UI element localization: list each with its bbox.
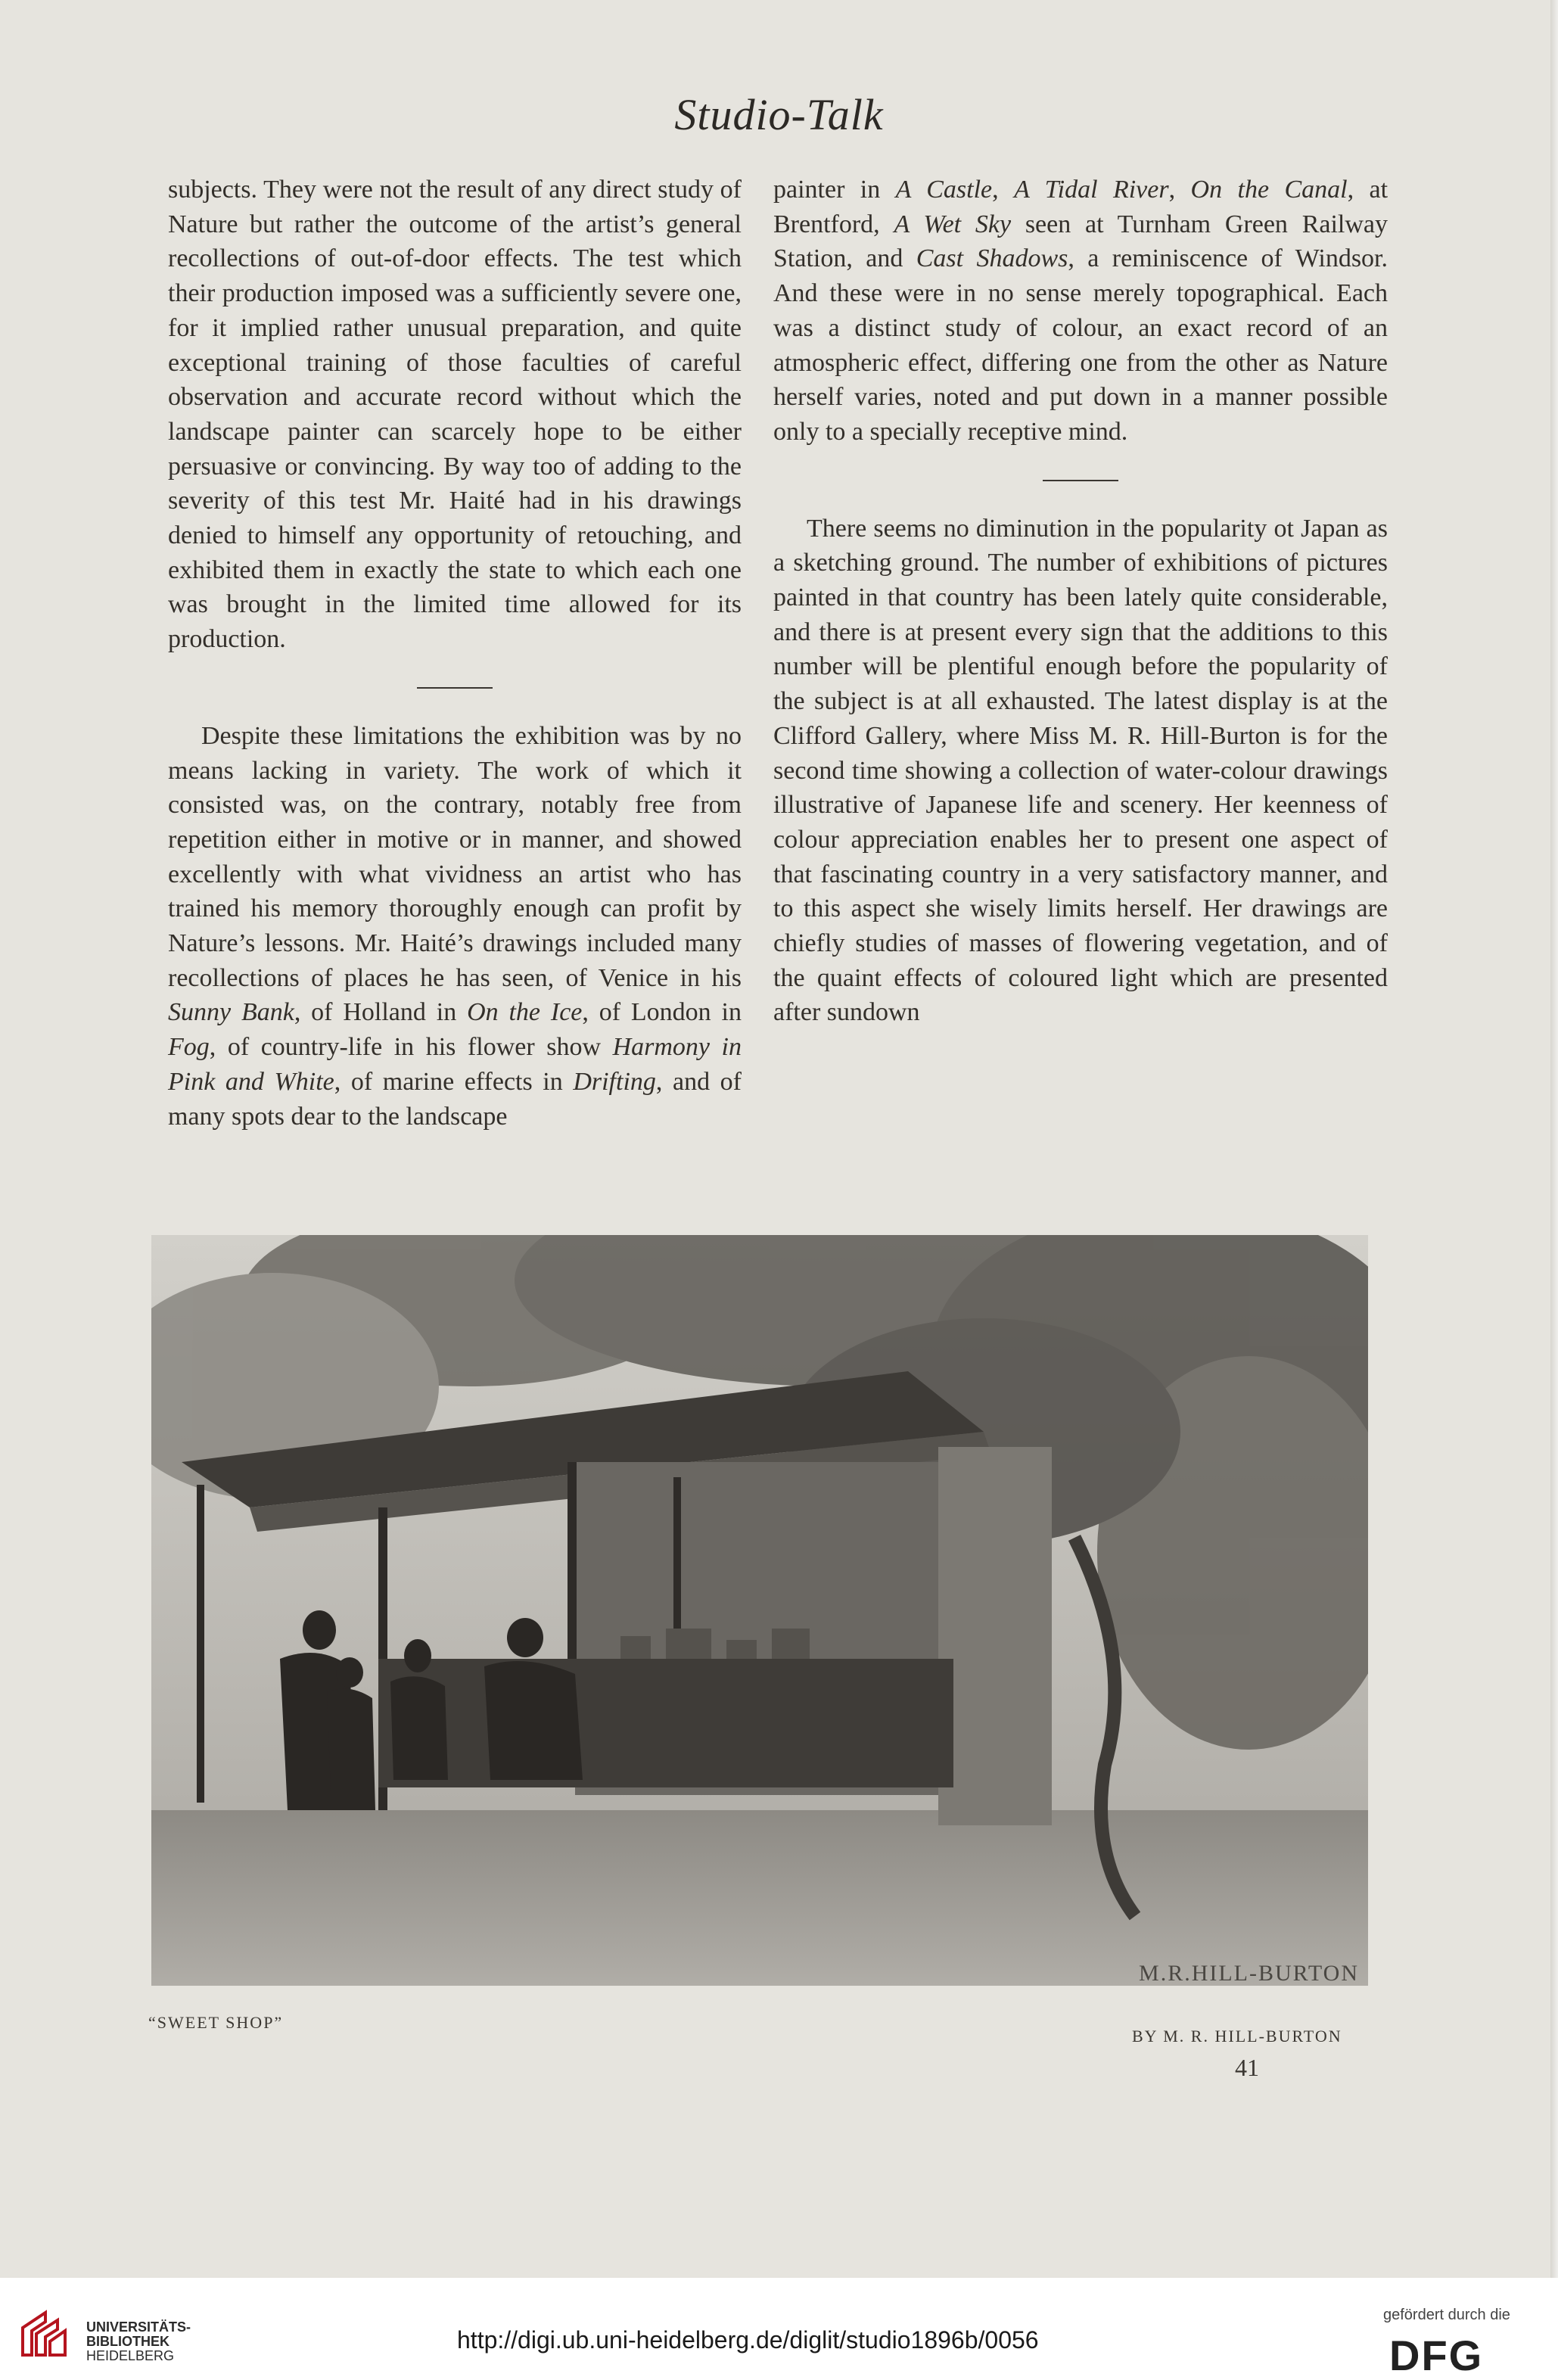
artwork-title: Fog: [168, 1033, 210, 1062]
artwork-title: Sunny Bank: [168, 998, 294, 1027]
text-run: , of Holland in: [294, 998, 468, 1027]
digitization-footer: [0, 2278, 1558, 2379]
artwork-title: On the Ice: [467, 998, 583, 1027]
page-number: 41: [1235, 2054, 1259, 2081]
text-run: , at Brentford,: [773, 176, 1389, 238]
right-paragraph-2: There seems no diminution in the popularity ot Japan as a sketching ground. The number of exhibitions of pictures painted in that country has been lately quite considerable, and there is at present every sign that the additions to this number will be plentiful enough before the popularity of the subject is at all exhausted. The latest display is at the Clifford Gallery, where Miss M. R. Hill-Burton is for the second time showing a collection of water-colour drawings illustrative of Japanese life and scenery. Her keenness of colour appreciation enables her to present one aspect of that fascinating country in a very satisfactory manner, and to this aspect she wisely limits herself. Her drawings are chiefly studies of masses of flowering vegetation, and of the quaint effects of coloured light which are presented after sundown: [773, 514, 1388, 1027]
section-divider: [1043, 480, 1118, 481]
text-run: , and of many spots dear to the landscape: [168, 1067, 742, 1131]
text-run: painter in: [773, 176, 896, 204]
page-edge-shadow: [1550, 0, 1558, 2278]
artwork-title: On the Canal: [1190, 176, 1348, 204]
right-text-column: [773, 173, 1388, 1030]
funding-note: gefördert durch die: [1383, 2307, 1510, 2323]
text-run: ,: [1168, 176, 1191, 204]
running-head: Studio-Talk: [674, 90, 884, 139]
right-paragraph-1: [773, 173, 1388, 450]
left-paragraph-2: [168, 719, 742, 1134]
left-paragraph-1: subjects. They were not the result of any direct study of Nature but rather the outcome of the artist’s general recollections of out-of-door effects. The test which their production imposed was a sufficiently severe one, for it implied rather unusual preparation, and quite exceptional training of those faculties of careful observation and accurate record without which the landscape painter can scarcely hope to be either persuasive or convincing. By way too of adding to the severity of this test Mr. Haité had in his drawings denied to himself any opportunity of retouching, and exhibited them in exactly the state to which each one was brought in the limited time allowed for its production.: [168, 176, 742, 654]
section-divider: [417, 687, 493, 689]
text-run: , of marine effects in: [334, 1067, 574, 1096]
text-run: Despite these limitations the exhibition was by no means lacking in variety. The work of which it consisted was, on the contrary, notably free from repetition either in motive or in manner, and showed excellently with what vividness an artist who has trained his memory thoroughly enough can profit by Nature’s lessons. Mr. Haité’s drawings included many recollections of places he has seen, of Venice in his: [168, 721, 742, 992]
artwork-title: Harmony in Pink and White: [168, 1033, 742, 1096]
illustration-caption-credit: BY M. R. HILL-BURTON: [1132, 2027, 1342, 2046]
illustration-drawing: [151, 1235, 1368, 1986]
dfg-logo: DFG: [1389, 2332, 1484, 2379]
shop-counter: [378, 1659, 953, 1787]
library-name-line-2: BIBLIOTHEK: [86, 2334, 169, 2349]
text-run: ,: [992, 176, 1015, 204]
permalink-url[interactable]: http://digi.ub.uni-heidelberg.de/diglit/studio1896b/0056: [457, 2326, 1039, 2354]
artwork-title: Cast Shadows: [916, 244, 1068, 273]
text-run: , of London in: [582, 998, 742, 1027]
university-library-name: [86, 2320, 191, 2363]
university-library-logo-icon: [17, 2308, 70, 2361]
text-run: , of country-life in his flower show: [209, 1033, 613, 1062]
artwork-title: A Wet Sky: [894, 210, 1012, 238]
library-name-line-1: UNIVERSITÄTS-: [86, 2319, 191, 2335]
artist-signature: M.R.HILL-BURTON: [1139, 1961, 1359, 1986]
text-run: seen at Turnham Green Railway Station, and: [773, 210, 1389, 273]
ground-wash: [151, 1810, 1368, 1986]
artwork-title: Drifting: [573, 1067, 656, 1096]
stall-side-wall: [938, 1447, 1052, 1825]
library-name-line-3: HEIDELBERG: [86, 2348, 175, 2363]
artwork-title: A Tidal River: [1014, 176, 1169, 204]
text-run: , a reminiscence of Windsor. And these were in no sense merely topographical. Each was a distinct study of colour, an exact record of an atmospheric effect, differing one from the other as Nature herself varies, noted and put down in a manner possible only to a specially receptive mind.: [773, 244, 1389, 446]
left-text-column: [168, 173, 742, 1134]
illustration-caption-title: “SWEET SHOP”: [148, 2013, 284, 2032]
sweet-shop-illustration: [151, 1235, 1368, 1986]
artwork-title: A Castle: [895, 176, 993, 204]
